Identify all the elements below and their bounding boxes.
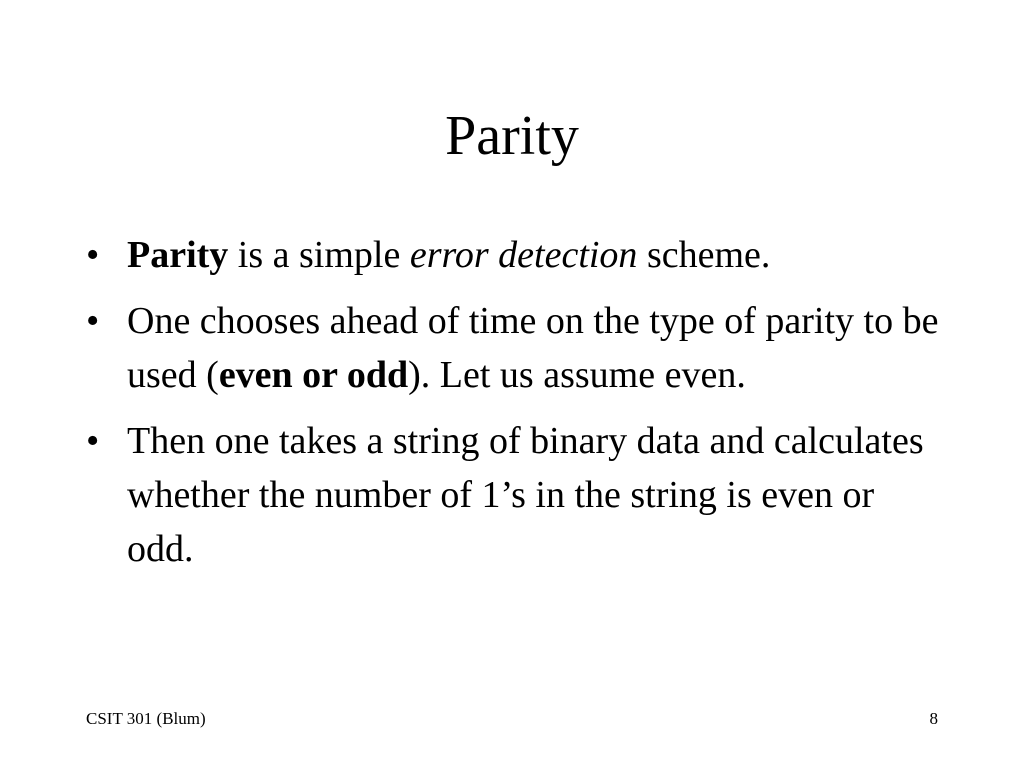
bullet-text-normal: scheme. xyxy=(637,234,771,276)
bullet-text-italic: error detection xyxy=(409,234,638,276)
bullet-item xyxy=(86,414,946,576)
bullet-marker: • xyxy=(86,234,100,276)
footer-course-label: CSIT 301 (Blum) xyxy=(86,709,206,728)
bullet-text-bold: Parity xyxy=(127,234,229,276)
bullet-text-normal: is a simple xyxy=(228,234,410,276)
bullet-item xyxy=(86,294,946,402)
bullet-text-normal: Then one takes a string of binary data and calculates whether the number of 1’s in the string is even or odd. xyxy=(127,420,924,570)
bullet-item xyxy=(86,228,946,282)
bullet-text-normal: One chooses ahead of time on the type of parity to be used ( xyxy=(127,300,939,396)
bullet-text xyxy=(127,234,770,276)
slide-title: Parity xyxy=(445,105,579,167)
bullet-text xyxy=(127,300,938,396)
bullet-marker: • xyxy=(86,300,100,342)
bullet-text-normal: ). Let us assume even. xyxy=(408,354,746,396)
footer-page-number: 8 xyxy=(929,709,938,728)
bullet-list xyxy=(86,228,946,588)
bullet-text-bold: even or odd xyxy=(218,354,409,396)
bullet-marker: • xyxy=(86,420,100,462)
bullet-text xyxy=(127,420,924,570)
